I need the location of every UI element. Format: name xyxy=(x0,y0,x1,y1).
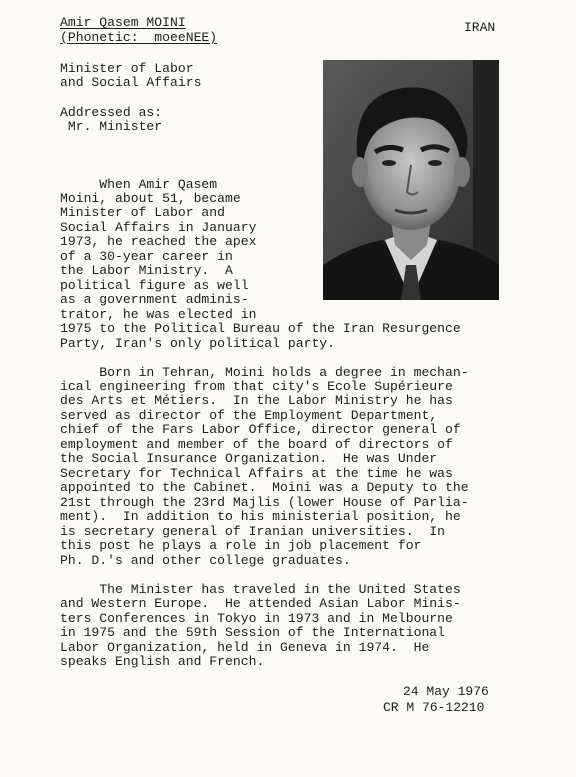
text-line: as a government adminis- xyxy=(60,292,249,307)
portrait-photo xyxy=(323,60,499,300)
text-line: employment and member of the board of directors of xyxy=(60,437,453,452)
job-title-line-1: Minister of Labor xyxy=(60,61,194,76)
text-line: des Arts et Métiers. In the Labor Ministry he has xyxy=(60,393,453,408)
text-line: The Minister has traveled in the United States xyxy=(60,582,461,597)
text-line: political figure as well xyxy=(60,278,249,293)
text-line: Born in Tehran, Moini holds a degree in mechan- xyxy=(60,365,469,380)
text-line: the Social Insurance Organization. He was Under xyxy=(60,451,438,466)
text-line: the Labor Ministry. A xyxy=(60,263,233,278)
text-line: Secretary for Technical Affairs at the time he was xyxy=(60,466,453,481)
document-date: 24 May 1976 xyxy=(403,684,489,699)
text-line: Social Affairs in January xyxy=(60,220,257,235)
job-title-line-2: and Social Affairs xyxy=(60,75,202,90)
country-label: IRAN xyxy=(464,20,496,35)
text-line: ment). In addition to his ministerial position, he xyxy=(60,509,461,524)
text-line: is secretary general of Iranian universities. In xyxy=(60,524,446,539)
addressed-as-value: Mr. Minister xyxy=(60,119,163,134)
text-line: When Amir Qasem xyxy=(60,177,218,192)
text-line: Minister of Labor and xyxy=(60,205,226,220)
document-reference: CR M 76-12210 xyxy=(383,700,485,715)
subject-name: Amir Qasem MOINI xyxy=(60,15,186,30)
text-line: 1975 to the Political Bureau of the Iran Resurgence xyxy=(60,321,461,336)
text-line: served as director of the Employment Department, xyxy=(60,408,438,423)
text-line: speaks English and French. xyxy=(60,654,265,669)
addressed-as-label: Addressed as: xyxy=(60,105,163,120)
text-line: Moini, about 51, became xyxy=(60,191,241,206)
text-line: trator, he was elected in xyxy=(60,307,257,322)
text-line: 21st through the 23rd Majlis (lower House of Parlia- xyxy=(60,495,469,510)
text-line: and Western Europe. He attended Asian Labor Minis- xyxy=(60,596,461,611)
text-line: Party, Iran's only political party. xyxy=(60,336,336,351)
text-line: appointed to the Cabinet. Moini was a Deputy to the xyxy=(60,480,469,495)
portrait-image xyxy=(323,60,499,300)
text-line: chief of the Fars Labor Office, director general of xyxy=(60,422,461,437)
text-line: in 1975 and the 59th Session of the International xyxy=(60,625,446,640)
text-line: Ph. D.'s and other college graduates. xyxy=(60,553,351,568)
text-line: ical engineering from that city's Ecole Supérieure xyxy=(60,379,453,394)
text-line: this post he plays a role in job placement for xyxy=(60,538,422,553)
text-line: of a 30-year career in xyxy=(60,249,233,264)
text-line: 1973, he reached the apex xyxy=(60,234,257,249)
phonetic-line: (Phonetic: moeeNEE) xyxy=(60,30,218,45)
text-line: Labor Organization, held in Geneva in 1974. He xyxy=(60,640,430,655)
text-line: ters Conferences in Tokyo in 1973 and in Melbourne xyxy=(60,611,453,626)
